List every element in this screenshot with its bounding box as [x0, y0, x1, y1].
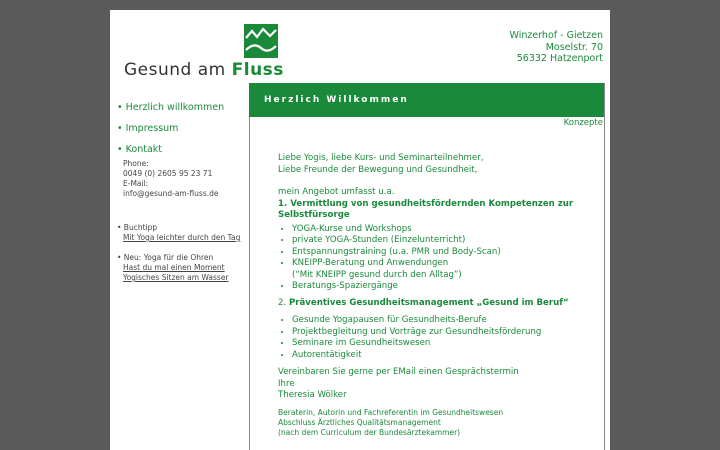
news-label: • Buchtipp	[117, 223, 158, 232]
phone-label: Phone:	[123, 159, 149, 168]
closing-ihre: Ihre	[278, 378, 295, 389]
contact-info	[123, 159, 249, 199]
page-title-bar	[249, 83, 604, 117]
section2-list	[278, 315, 588, 361]
kneipp-quote: (“Mit KNEIPP gesund durch den Alltag”)	[292, 269, 462, 280]
signature-line: Beraterin, Autorin und Fachreferentin im Gesundheitswesen	[278, 407, 504, 417]
logo-river-icon[interactable]	[244, 24, 278, 58]
logo-wordmark[interactable]	[124, 60, 284, 80]
page-container	[110, 10, 610, 450]
news-label: • Neu: Yoga für die Ohren	[117, 253, 214, 262]
nav-item-kontakt[interactable]: • Kontakt	[117, 144, 162, 155]
main-content	[278, 153, 588, 438]
list-item: • Entspannungstraining (u.a. PMR und Body-Scan)	[292, 247, 588, 259]
news-link-yoga-buch[interactable]: Mit Yoga leichter durch den Tag	[123, 233, 241, 242]
list-item: • Beratungs-Spaziergänge	[292, 281, 588, 293]
section1-heading: 1. Vermittlung von gesundheitsfördernden Kompetenzen zur Selbstfürsorge	[278, 198, 574, 220]
list-item-text: KNEIPP-Beratung und Anwendungen	[292, 258, 449, 268]
list-item: • YOGA-Kurse und Workshops	[292, 224, 588, 236]
list-item: • Autorentätigkeit	[292, 350, 588, 362]
konzepte-link[interactable]: Konzepte	[563, 118, 603, 128]
logo-text-regular: Gesund am	[124, 60, 226, 80]
signature-name: Theresia Wölker	[278, 390, 347, 400]
logo-text-bold: Fluss	[231, 60, 284, 80]
list-item: • Seminare im Gesundheitswesen	[292, 338, 588, 350]
address-block	[510, 30, 603, 65]
signature-line: Abschluss Ärztliches Qualitätsmanagement	[278, 417, 441, 427]
news-buchtipp	[117, 223, 249, 243]
section2-title: Präventives Gesundheitsmanagement „Gesund im Beruf“	[288, 297, 569, 308]
news-link-moment[interactable]: Hast du mal einen Moment	[123, 263, 225, 272]
closing-text: Vereinbaren Sie gerne per EMail einen Gesprächstermin	[278, 367, 519, 377]
news-link-sitzen[interactable]: Yogisches Sitzen am Wasser	[123, 273, 229, 282]
nav-item-impressum[interactable]: • Impressum	[117, 123, 179, 134]
intro-text: mein Angebot umfasst u.a.	[278, 187, 395, 197]
news-yoga-ohren	[117, 253, 249, 283]
address-line: Moselstr. 70	[545, 41, 603, 53]
email-address[interactable]: info@gesund-am-fluss.de	[123, 189, 219, 198]
sidebar-nav	[117, 102, 249, 283]
greeting-line: Liebe Freunde der Bewegung und Gesundheit,	[278, 164, 478, 175]
list-item	[292, 258, 588, 281]
list-item: • Gesunde Yogapausen für Gesundheits-Berufe	[292, 315, 588, 327]
list-item: • private YOGA-Stunden (Einzelunterricht)	[292, 235, 588, 247]
nav-item-willkommen[interactable]: • Herzlich willkommen	[117, 102, 225, 113]
address-line: Winzerhof - Gietzen	[509, 30, 603, 41]
signature-line: (nach dem Curriculum der Bundesärztekammer)	[278, 427, 461, 437]
phone-number: 0049 (0) 2605 95 23 71	[123, 169, 213, 178]
address-line: 56332 Hatzenport	[516, 53, 603, 64]
section1-list	[278, 224, 588, 293]
section2-heading	[278, 298, 588, 310]
section2-number: 2.	[278, 297, 287, 308]
list-item: • Projektbegleitung und Vorträge zur Gesundheitsförderung	[292, 327, 588, 339]
greeting-line: Liebe Yogis, liebe Kurs- und Seminarteilnehmer,	[278, 153, 484, 163]
page-title: Herzlich Willkommen	[264, 95, 409, 105]
email-label: E-Mail:	[123, 179, 149, 188]
